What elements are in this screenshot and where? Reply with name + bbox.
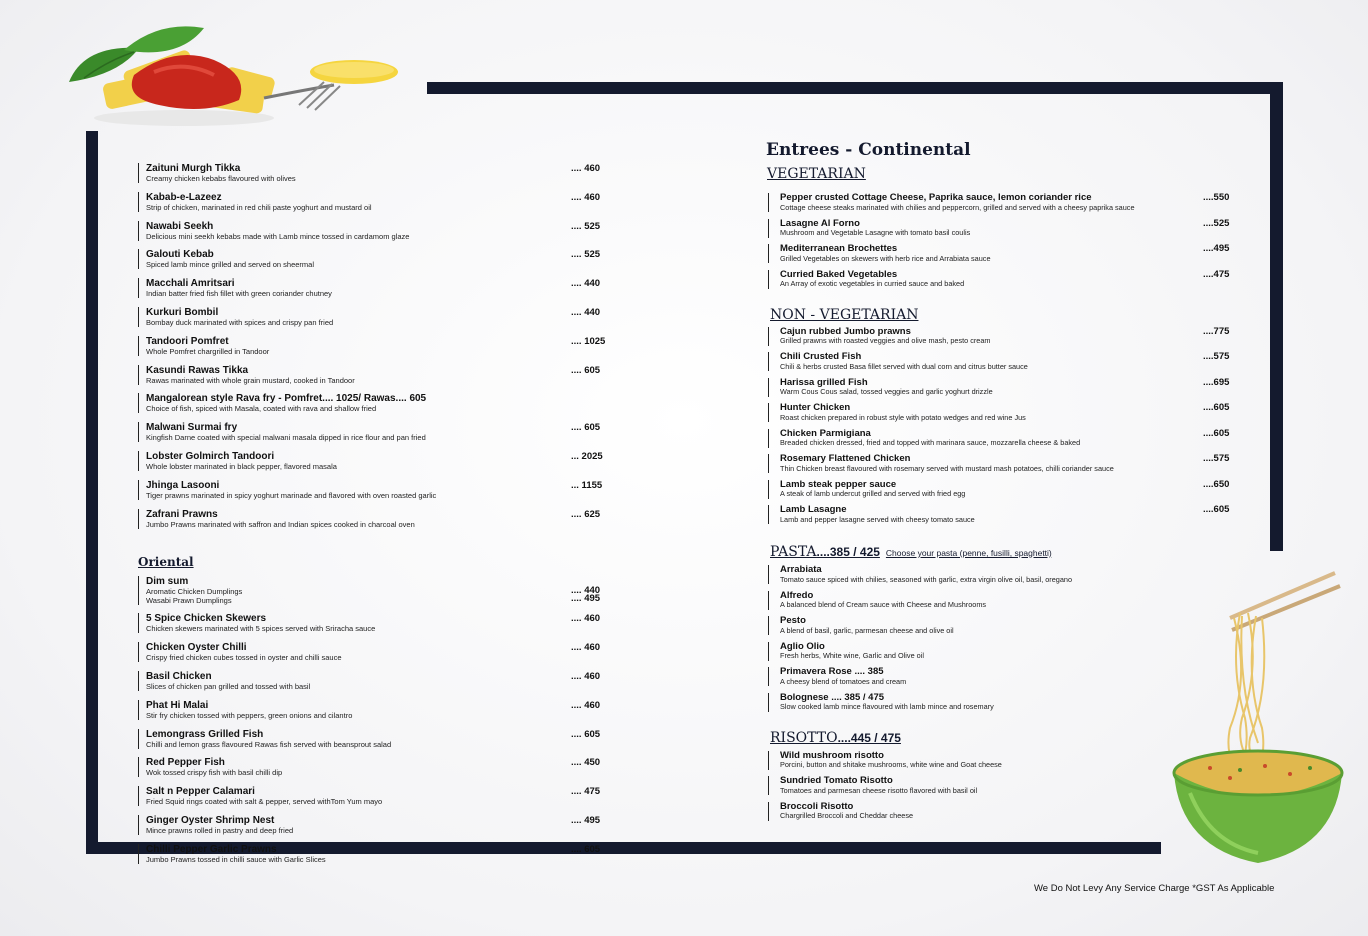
noodle-bowl-icon: [1170, 568, 1350, 868]
menu-item-name: Rosemary Flattened Chicken: [780, 453, 911, 464]
menu-item-name: Mangalorean style Rava fry - Pomfret.... 1025/ Rawas.... 605: [146, 393, 427, 405]
menu-item-name: Wild mushroom risotto: [780, 749, 884, 761]
menu-item-name: Jhinga Lasooni: [146, 479, 220, 491]
menu-item-price: .... 495: [571, 814, 601, 826]
menu-item-name: Kabab-e-Lazeez: [146, 191, 222, 203]
menu-item-desc: Bombay duck marinated with spices and crispy pan fried: [146, 317, 334, 327]
menu-item-desc: Chilli and lemon grass flavoured Rawas fish served with beansprout salad: [146, 739, 392, 749]
menu-item-price: ....475: [1203, 268, 1230, 280]
menu-item-desc: Grilled Vegetables on skewers with herb rice and Arrabiata sauce: [780, 253, 991, 263]
menu-item-name: Galouti Kebab: [146, 249, 214, 261]
section-title-risotto: [770, 730, 1236, 746]
menu-item-name: Pesto: [780, 615, 806, 626]
right-column: [766, 140, 1236, 827]
menu-item[interactable]: [768, 565, 1236, 584]
menu-item[interactable]: [138, 786, 608, 806]
menu-item-name: Lamb steak pepper sauce: [780, 478, 897, 490]
menu-item-desc: Mushroom and Vegetable Lasagne with tomato basil coulis: [780, 228, 971, 237]
menu-item[interactable]: [138, 221, 608, 241]
menu-item-desc: Rawas marinated with whole grain mustard, cooked in Tandoor: [146, 375, 355, 385]
menu-item-desc: Whole lobster marinated in black pepper, flavored masala: [146, 461, 337, 471]
menu-item[interactable]: [768, 403, 1236, 422]
menu-item-desc: Crispy fried chicken cubes tossed in oyster and chilli sauce: [146, 653, 342, 663]
menu-item-desc: Thin Chicken breast flavoured with rosemary served with mustard mash potatoes, chilli coriander sauce: [780, 463, 1114, 473]
menu-item-desc: Stir fry chicken tossed with peppers, green onions and cilantro: [146, 710, 353, 720]
section-title-oriental: Oriental: [138, 554, 194, 569]
menu-item-desc: Lamb and pepper lasagne served with cheesy tomato sauce: [780, 514, 975, 524]
menu-item[interactable]: [768, 378, 1236, 397]
menu-item-desc: Tomato sauce spiced with chilies, seasoned with garlic, extra virgin olive oil, basil, oregano: [780, 574, 1073, 584]
section-title-vegetarian: VEGETARIAN: [767, 166, 866, 182]
menu-item-price: .... 605: [571, 843, 601, 855]
menu-item-name: Ginger Oyster Shrimp Nest: [146, 814, 275, 826]
menu-item[interactable]: [138, 192, 608, 212]
menu-item[interactable]: [768, 454, 1236, 473]
menu-item-name: Basil Chicken: [146, 670, 212, 682]
menu-item[interactable]: [138, 365, 608, 385]
menu-item-price: .... 625: [571, 508, 601, 520]
menu-item-price: .... 440: [571, 584, 601, 596]
menu-item-name: Curried Baked Vegetables: [780, 268, 898, 280]
menu-item-desc: Indian batter fried fish fillet with green coriander chutney: [146, 289, 332, 299]
menu-item-desc: Fried Squid rings coated with salt & pepper, served withTom Yum mayo: [146, 797, 383, 807]
menu-item[interactable]: [768, 776, 1236, 795]
menu-item[interactable]: [768, 352, 1236, 371]
menu-item[interactable]: [138, 163, 608, 183]
menu-item[interactable]: [138, 642, 608, 662]
menu-item-price: ... 1155: [571, 479, 603, 491]
menu-item[interactable]: [768, 802, 1236, 821]
menu-item[interactable]: [768, 616, 1236, 635]
menu-item-price: .... 1025: [571, 335, 606, 347]
menu-item-name: Lamb Lasagne: [780, 504, 847, 515]
menu-item-desc: A blend of basil, garlic, parmesan cheese and olive oil: [780, 625, 954, 635]
menu-item-price: .... 450: [571, 757, 601, 769]
pasta-title: PASTA: [770, 544, 817, 560]
menu-item-desc: Chargrilled Broccoli and Cheddar cheese: [780, 811, 914, 820]
menu-item-name: Arrabiata: [780, 564, 822, 575]
menu-item[interactable]: [138, 671, 608, 691]
menu-item-desc: Delicious mini seekh kebabs made with Lamb mince tossed in cardamom glaze: [146, 231, 410, 241]
menu-item[interactable]: [768, 591, 1236, 610]
menu-item-desc: A cheesy blend of tomatoes and cream: [780, 676, 907, 686]
menu-item-desc: Slices of chicken pan grilled and tossed with basil: [146, 681, 311, 691]
menu-item-name: Alfredo: [780, 589, 814, 601]
menu-item-name: Kasundi Rawas Tikka: [146, 364, 249, 376]
menu-item[interactable]: [138, 480, 608, 500]
left-column: [138, 163, 608, 873]
frame-right-bar: [1270, 82, 1283, 551]
menu-item-desc: Porcini, button and shitake mushrooms, white wine and Goat cheese: [780, 760, 1002, 769]
menu-item-desc: Tomatoes and parmesan cheese risotto flavored with basil oil: [780, 785, 978, 795]
menu-item[interactable]: [768, 751, 1236, 770]
menu-item-price: .... 525: [571, 249, 601, 261]
menu-item-price: ....605: [1203, 504, 1230, 515]
menu-item-desc: Whole Pomfret chargrilled in Tandoor: [146, 346, 270, 356]
menu-item-name: Hunter Chicken: [780, 402, 851, 413]
menu-item-price: ....575: [1203, 453, 1230, 464]
section-title-pasta: [770, 544, 1236, 560]
menu-item[interactable]: [768, 693, 1236, 712]
menu-item-desc: Jumbo Prawns tossed in chilli sauce with Garlic Slices: [146, 854, 326, 864]
menu-item-price: .... 460: [571, 699, 601, 711]
menu-item-price: .... 460: [571, 670, 601, 682]
menu-item-name: Lasagne Al Forno: [780, 217, 860, 229]
menu-item-desc: Breaded chicken dressed, fried and topped with marinara sauce, mozzarella cheese & baked: [780, 438, 1081, 447]
menu-item-name: Tandoori Pomfret: [146, 335, 229, 347]
menu-item-name: Cajun rubbed Jumbo prawns: [780, 325, 911, 337]
menu-item-name: Chicken Oyster Chilli: [146, 642, 247, 654]
menu-item-name: Harissa grilled Fish: [780, 376, 868, 388]
menu-item-name: Malwani Surmai fry: [146, 422, 238, 434]
menu-item[interactable]: [138, 613, 608, 633]
menu-item-price: .... 525: [571, 220, 601, 232]
menu-item-name: Mediterranean Brochettes: [780, 243, 898, 254]
menu-item[interactable]: [138, 336, 608, 356]
menu-item[interactable]: [138, 844, 608, 864]
menu-item[interactable]: [768, 244, 1236, 263]
menu-item[interactable]: [768, 667, 1236, 686]
menu-item[interactable]: [138, 757, 608, 777]
menu-item-price: .... 440: [571, 278, 601, 290]
frame-left-bar: [86, 131, 98, 854]
menu-item-price: ....650: [1203, 478, 1230, 490]
risotto-price: ....445 / 475: [837, 730, 901, 745]
menu-item-desc: Aromatic Chicken Dumplings: [146, 586, 243, 596]
menu-item-name: Chili Crusted Fish: [780, 351, 862, 362]
menu-item-desc: Wasabi Prawn Dumplings: [146, 595, 232, 605]
menu-item-name: Primavera Rose .... 385: [780, 666, 884, 677]
pasta-note: Choose your pasta (penne, fusilli, spaghetti): [885, 548, 1052, 558]
menu-item-desc: Tiger prawns marinated in spicy yoghurt marinade and flavored with oven roasted garlic: [146, 490, 437, 500]
menu-item[interactable]: [138, 249, 608, 269]
menu-item-price: .... 605: [571, 422, 601, 434]
menu-item-name: Sundried Tomato Risotto: [780, 775, 893, 786]
menu-item-desc: Creamy chicken kebabs flavoured with olives: [146, 174, 296, 183]
menu-item-name: Phat Hi Malai: [146, 699, 209, 711]
menu-item-price: ....525: [1203, 217, 1230, 229]
menu-item-desc: Spiced lamb mince grilled and served on sheermal: [146, 260, 315, 270]
menu-item[interactable]: [138, 307, 608, 327]
menu-item-desc: An Array of exotic vegetables in curried sauce and baked: [780, 279, 965, 288]
menu-item-desc: Wok tossed crispy fish with basil chilli dip: [146, 768, 283, 778]
menu-item[interactable]: [768, 219, 1236, 238]
menu-item[interactable]: [768, 270, 1236, 289]
menu-item-price: ....695: [1203, 376, 1230, 388]
menu-item-desc: Slow cooked lamb mince flavoured with lamb mince and rosemary: [780, 702, 994, 711]
menu-item[interactable]: [138, 278, 608, 298]
menu-item-name: 5 Spice Chicken Skewers: [146, 613, 267, 625]
menu-item-name: Chicken Parmigiana: [780, 427, 871, 439]
menu-item-price: ....605: [1203, 402, 1230, 413]
menu-item-price: .... 605: [571, 728, 601, 740]
menu-item-name: Lobster Golmirch Tandoori: [146, 450, 275, 462]
menu-item-desc: A balanced blend of Cream sauce with Cheese and Mushrooms: [780, 600, 987, 609]
menu-item[interactable]: [138, 451, 608, 471]
menu-item-desc: Mince prawns rolled in pastry and deep fried: [146, 825, 294, 835]
menu-item-price: ....775: [1203, 325, 1230, 337]
menu-item[interactable]: [138, 729, 608, 749]
menu-item-price: .... 460: [571, 163, 601, 174]
menu-item-name: Dim sum: [146, 575, 189, 587]
menu-item-price: ....495: [1203, 243, 1230, 254]
menu-item-price: .... 460: [571, 191, 601, 203]
menu-item[interactable]: [768, 642, 1236, 661]
menu-item-price: ....605: [1203, 427, 1230, 439]
menu-item-desc: A steak of lamb undercut grilled and served with fried egg: [780, 489, 966, 498]
pasta-price: ....385 / 425: [816, 545, 880, 559]
menu-item-desc: Choice of fish, spiced with Masala, coated with rava and shallow fried: [146, 404, 377, 414]
menu-item-name: Chilli Pepper Garlic Prawns: [146, 843, 277, 855]
menu-item-price: .... 440: [571, 306, 601, 318]
menu-item-price: .... 475: [571, 786, 601, 798]
menu-item-price: .... 495: [571, 592, 601, 604]
menu-item-price: .... 460: [571, 613, 601, 625]
menu-item-name: Nawabi Seekh: [146, 220, 214, 232]
menu-item-name: Kurkuri Bombil: [146, 306, 219, 318]
menu-item-name: Bolognese .... 385 / 475: [780, 691, 885, 703]
menu-item-name: Zaituni Murgh Tikka: [146, 163, 241, 174]
menu-item-desc: Warm Cous Cous salad, tossed veggies and garlic yoghurt drizzle: [780, 387, 993, 396]
menu-item-desc: Chili & herbs crusted Basa fillet served with dual corn and citrus butter sauce: [780, 361, 1028, 371]
page-title: Entrees - Continental: [766, 140, 971, 160]
menu-item-desc: Roast chicken prepared in robust style with potato wedges and red wine Jus: [780, 412, 1026, 422]
menu-item[interactable]: [138, 509, 608, 529]
menu-item[interactable]: [138, 393, 608, 413]
menu-item-desc: Grilled prawns with roasted veggies and olive mash, pesto cream: [780, 336, 991, 345]
menu-item[interactable]: [138, 815, 608, 835]
menu-item[interactable]: [768, 327, 1236, 346]
menu-item[interactable]: [138, 422, 608, 442]
menu-item-desc: Strip of chicken, marinated in red chili paste yoghurt and mustard oil: [146, 202, 372, 212]
menu-item[interactable]: [768, 193, 1236, 212]
menu-item-price: ....550: [1203, 192, 1230, 203]
menu-item-price: .... 605: [571, 364, 601, 376]
footer-note: We Do Not Levy Any Service Charge *GST As Applicable: [1034, 883, 1275, 894]
risotto-title: RISOTTO: [770, 729, 838, 746]
menu-item-desc: Chicken skewers marinated with 5 spices served with Sriracha sauce: [146, 624, 376, 634]
menu-item[interactable]: [138, 700, 608, 720]
menu-item-name: Aglio Olio: [780, 640, 825, 652]
section-title-nonveg: NON - VEGETARIAN: [770, 306, 919, 323]
menu-item[interactable]: [768, 429, 1236, 448]
menu-item[interactable]: [768, 505, 1236, 524]
menu-item-price: .... 460: [571, 642, 601, 654]
menu-item-name: Red Pepper Fish: [146, 757, 225, 769]
menu-item-name: Lemongrass Grilled Fish: [146, 728, 264, 740]
pasta-plate-icon: [64, 20, 404, 130]
frame-top-bar: [427, 82, 1283, 94]
menu-item-desc: Cottage cheese steaks marinated with chilies and peppercorn, grilled and served with a cheesy paprika sauce: [780, 202, 1135, 212]
menu-item-name: Zafrani Prawns: [146, 508, 218, 520]
menu-item-desc: Kingfish Darne coated with special malwani masala dipped in rice flour and pan fried: [146, 433, 426, 443]
menu-item-desc: Fresh herbs, White wine, Garlic and Olive oil: [780, 651, 924, 660]
menu-item-name: Macchali Amritsari: [146, 278, 235, 290]
menu-item-price: ....575: [1203, 351, 1230, 362]
menu-item-name: Broccoli Risotto: [780, 800, 854, 812]
menu-item-price: ... 2025: [571, 450, 603, 462]
menu-item-name: Pepper crusted Cottage Cheese, Paprika sauce, lemon coriander rice: [780, 192, 1092, 203]
menu-item-name: Salt n Pepper Calamari: [146, 786, 255, 798]
menu-item[interactable]: [768, 480, 1236, 499]
menu-item-dim-sum[interactable]: [138, 576, 608, 605]
menu-item-desc: Jumbo Prawns marinated with saffron and Indian spices cooked in charcoal oven: [146, 519, 415, 529]
